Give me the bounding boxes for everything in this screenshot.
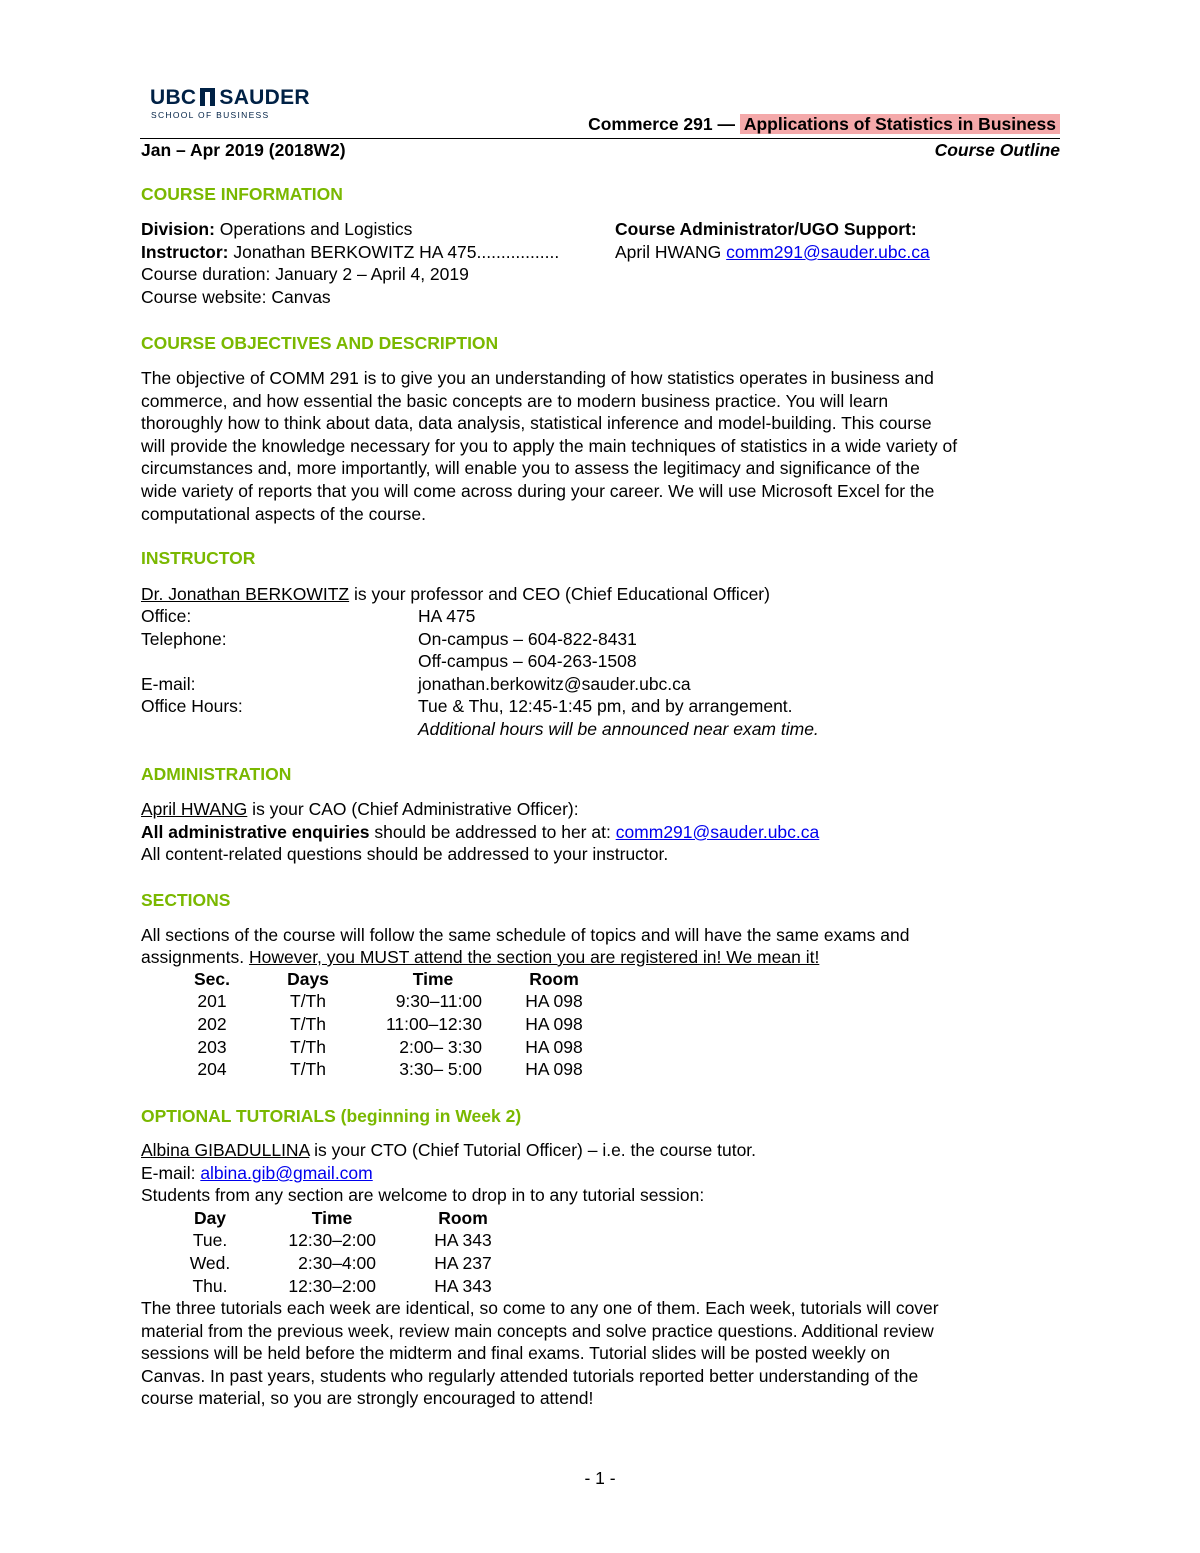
admin-enquiries-bold: All administrative enquiries — [141, 822, 370, 842]
section-number: 204 — [197, 1059, 227, 1080]
column-header: Room — [438, 1207, 488, 1228]
office-hours-value: Tue & Thu, 12:45-1:45 pm, and by arrangement. — [418, 696, 793, 716]
admin-email-link[interactable]: comm291@sauder.ubc.ca — [726, 242, 930, 262]
table-row — [176, 1036, 610, 1059]
section-time: 3:30– 5:00 — [399, 1059, 482, 1080]
division-label: Division: — [141, 219, 215, 239]
tutorial-time: 12:30–2:00 — [288, 1275, 376, 1296]
tutor-name: Albina GIBADULLINA — [141, 1140, 310, 1160]
tutorials-text-line: Canvas. In past years, students who regularly attended tutorials reported better understanding of the — [141, 1366, 919, 1386]
tutorial-room: HA 343 — [434, 1230, 492, 1251]
tutorial-time: 12:30–2:00 — [288, 1230, 376, 1251]
instructor-intro — [141, 584, 770, 605]
tutorial-room: HA 343 — [434, 1275, 492, 1296]
tutor-email-link[interactable]: albina.gib@gmail.com — [200, 1163, 373, 1183]
admin-enquiries — [141, 822, 819, 843]
section-room: HA 098 — [525, 1036, 583, 1057]
course-admin-contact — [615, 242, 930, 263]
table-row — [176, 991, 610, 1014]
sections-warning — [141, 947, 819, 968]
section-days: T/Th — [290, 1059, 326, 1080]
instructor-line — [141, 242, 559, 263]
table-row — [176, 1013, 610, 1036]
section-time: 9:30–11:00 — [395, 991, 482, 1012]
office-value: HA 475 — [418, 606, 476, 626]
admin-enquiries-email-link[interactable]: comm291@sauder.ubc.ca — [615, 822, 820, 842]
sections-warning-underlined: However, you MUST attend the section you are registered in! We mean it! — [248, 947, 820, 967]
telephone-label: Telephone: — [141, 629, 227, 649]
admin-content-questions: All content-related questions should be addressed to your instructor. — [141, 844, 669, 864]
page-number: - 1 - — [584, 1468, 616, 1488]
objectives-line: will provide the knowledge necessary for you to apply the main techniques of statistics in a wide variety of — [141, 436, 958, 456]
admin-intro — [141, 799, 579, 820]
logo-wordmark — [150, 86, 310, 110]
division-line — [141, 219, 412, 240]
telephone-off-campus: Off-campus – 604-263-1508 — [418, 651, 637, 671]
table-row — [176, 1252, 506, 1275]
tutor-email-label: E-mail: — [141, 1163, 201, 1183]
instructor-email: jonathan.berkowitz@sauder.ubc.ca — [418, 674, 691, 694]
section-time: 11:00–12:30 — [385, 1013, 482, 1034]
tutorial-day: Wed. — [189, 1252, 231, 1273]
table-row — [176, 1058, 610, 1081]
instructor-intro-text: is your professor and CEO (Chief Educational Officer) — [349, 584, 770, 604]
course-header — [588, 114, 1060, 135]
course-title-highlight: Applications of Statistics in Business — [740, 114, 1060, 134]
section-days: T/Th — [290, 991, 326, 1012]
objectives-line: circumstances and, more importantly, will enable you to assess the legitimacy and significance of the — [141, 458, 920, 478]
course-admin-label-text: Course Administrator/UGO Support: — [615, 219, 917, 239]
document-type-label: Course Outline — [934, 140, 1060, 160]
section-number: 201 — [197, 991, 227, 1012]
logo-sauder-text: SAUDER — [219, 86, 310, 109]
course-duration: Course duration: January 2 – April 4, 2019 — [141, 264, 469, 284]
section-room: HA 098 — [525, 991, 583, 1012]
objectives-line: computational aspects of the course. — [141, 504, 427, 524]
heading-administration: ADMINISTRATION — [141, 764, 292, 784]
ubc-sauder-logo — [150, 86, 310, 126]
heading-course-information: COURSE INFORMATION — [141, 184, 343, 204]
sections-text: All sections of the course will follow the same schedule of topics and will have the same exams and — [141, 925, 910, 945]
telephone-on-campus: On-campus – 604-822-8431 — [418, 629, 637, 649]
instructor-name: Dr. Jonathan BERKOWITZ — [141, 584, 350, 604]
section-number: 202 — [197, 1013, 227, 1034]
tutorials-table — [176, 1207, 506, 1297]
column-header: Day — [193, 1207, 227, 1228]
section-room: HA 098 — [525, 1059, 583, 1080]
division-value: Operations and Logistics — [214, 219, 413, 239]
section-days: T/Th — [290, 1036, 326, 1057]
sections-text-plain: assignments. — [141, 947, 249, 967]
tutorial-time: 2:30–4:00 — [298, 1252, 376, 1273]
objectives-line: The objective of COMM 291 is to give you an understanding of how statistics operates in business and — [141, 368, 934, 388]
objectives-line: commerce, and how essential the basic concepts are to modern business practice. You will learn — [141, 391, 889, 411]
leader-dots: ................. — [476, 242, 560, 262]
tutorials-text-line: course material, so you are strongly encouraged to attend! — [141, 1388, 594, 1408]
course-admin-label — [615, 219, 917, 240]
sections-table — [176, 968, 610, 1081]
tutorials-dropin-text: Students from any section are welcome to drop in to any tutorial session: — [141, 1185, 705, 1205]
tutorial-day: Thu. — [192, 1275, 228, 1296]
column-header: Sec. — [194, 968, 230, 989]
column-header: Days — [287, 968, 329, 989]
term-label: Jan – Apr 2019 (2018W2) — [141, 140, 346, 160]
admin-person-name: April HWANG — [141, 799, 248, 819]
office-label: Office: — [141, 606, 192, 626]
tutorials-text-line: The three tutorials each week are identical, so come to any one of them. Each week, tutorials will cover — [141, 1298, 939, 1318]
admin-enquiries-text: should be addressed to her at: — [369, 822, 616, 842]
objectives-line: wide variety of reports that you will come across during your career. We will use Microsoft Excel for the — [141, 481, 935, 501]
email-label: E-mail: — [141, 674, 196, 694]
header-rule — [140, 138, 1060, 139]
logo-ubc-text: UBC — [150, 86, 197, 109]
tutorial-room: HA 237 — [434, 1252, 492, 1273]
section-number: 203 — [197, 1036, 227, 1057]
column-header: Time — [311, 1207, 353, 1228]
tutorial-day: Tue. — [192, 1230, 228, 1251]
course-code: Commerce 291 — — [588, 114, 740, 134]
tutorials-text-line: sessions will be held before the midterm and final exams. Tutorial slides will be posted weekly on — [141, 1343, 890, 1363]
section-days: T/Th — [290, 1013, 326, 1034]
section-room: HA 098 — [525, 1013, 583, 1034]
table-row — [176, 1275, 506, 1298]
heading-optional-tutorials: OPTIONAL TUTORIALS (beginning in Week 2) — [141, 1106, 522, 1126]
column-header: Time — [412, 968, 454, 989]
tutor-intro-text: is your CTO (Chief Tutorial Officer) – i.e. the course tutor. — [309, 1140, 757, 1160]
admin-name: April HWANG — [615, 242, 727, 262]
office-hours-label: Office Hours: — [141, 696, 243, 716]
heading-course-objectives: COURSE OBJECTIVES AND DESCRIPTION — [141, 333, 499, 353]
tutor-intro — [141, 1140, 756, 1161]
logo-mark-icon — [200, 88, 215, 106]
logo-subtitle: SCHOOL OF BUSINESS — [151, 110, 270, 120]
objectives-line: thoroughly how to think about data, data analysis, statistical inference and model-building. This course — [141, 413, 932, 433]
sections-table-header — [176, 968, 610, 991]
course-website: Course website: Canvas — [141, 287, 331, 307]
admin-intro-text: is your CAO (Chief Administrative Officer): — [247, 799, 579, 819]
table-row — [176, 1230, 506, 1253]
office-hours-note: Additional hours will be announced near exam time. — [418, 719, 819, 739]
column-header: Room — [529, 968, 579, 989]
instructor-label: Instructor: — [141, 242, 229, 262]
tutorials-text-line: material from the previous week, review main concepts and solve practice questions. Additional review — [141, 1321, 934, 1341]
section-time: 2:00– 3:30 — [399, 1036, 482, 1057]
heading-sections: SECTIONS — [141, 890, 231, 910]
instructor-value: Jonathan BERKOWITZ HA 475 — [228, 242, 477, 262]
tutor-email-line — [141, 1163, 373, 1184]
heading-instructor: INSTRUCTOR — [141, 548, 256, 568]
tutorials-table-header — [176, 1207, 506, 1230]
